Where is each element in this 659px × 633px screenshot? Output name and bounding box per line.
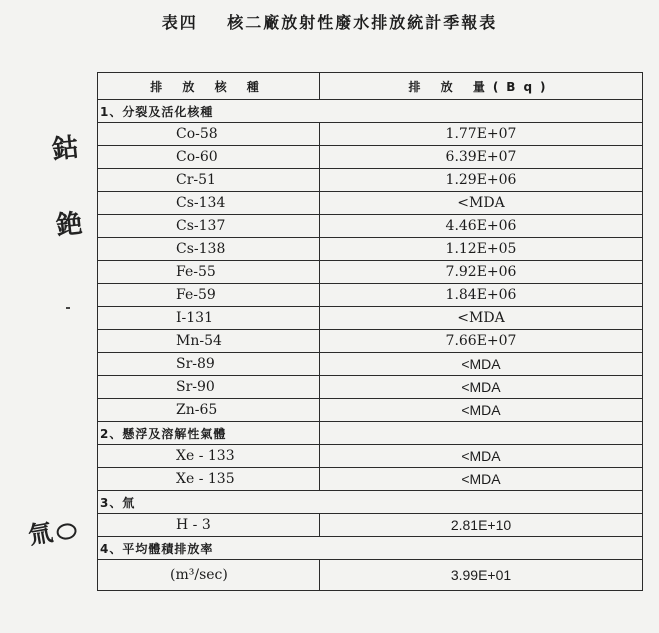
table-row <box>98 560 643 591</box>
discharge-table <box>97 72 643 591</box>
nuclide-cell: Cs-134 <box>98 192 320 215</box>
amount-cell: 1.12E+05 <box>320 238 643 261</box>
amount-cell: <MDA <box>320 307 643 330</box>
section-label: 4、平均體積排放率 <box>98 537 643 560</box>
amount-cell: 6.39E+07 <box>320 146 643 169</box>
amount-cell: <MDA <box>320 353 643 376</box>
nuclide-cell: Cs-137 <box>98 215 320 238</box>
header-row <box>98 73 643 100</box>
nuclide-cell: (m³/sec) <box>98 560 320 591</box>
amount-cell: <MDA <box>320 192 643 215</box>
amount-cell: 3.99E+01 <box>320 560 643 591</box>
table-row <box>98 330 643 353</box>
nuclide-cell: Mn-54 <box>98 330 320 353</box>
table-row <box>98 146 643 169</box>
table-row <box>98 123 643 146</box>
amount-cell: <MDA <box>320 468 643 491</box>
section-row <box>98 422 643 445</box>
nuclide-cell: Co-60 <box>98 146 320 169</box>
nuclide-cell: Sr-89 <box>98 353 320 376</box>
amount-cell: 7.92E+06 <box>320 261 643 284</box>
nuclide-cell: Fe-59 <box>98 284 320 307</box>
amount-cell: <MDA <box>320 399 643 422</box>
amount-cell: 4.46E+06 <box>320 215 643 238</box>
table-row <box>98 353 643 376</box>
handwritten-tritium-char: 氚 <box>26 517 55 550</box>
header-amount: 排 放 量(Bq) <box>320 73 643 100</box>
nuclide-cell: Zn-65 <box>98 399 320 422</box>
nuclide-cell: Xe - 135 <box>98 468 320 491</box>
amount-cell: 2.81E+10 <box>320 514 643 537</box>
header-nuclide: 排 放 核 種 <box>98 73 320 100</box>
amount-cell: 1.29E+06 <box>320 169 643 192</box>
document-title <box>0 10 659 33</box>
section-label: 1、分裂及活化核種 <box>98 100 643 123</box>
nuclide-cell: Xe - 133 <box>98 445 320 468</box>
section-row <box>98 537 643 560</box>
table-caption: 核二廠放射性廢水排放統計季報表 <box>227 13 498 32</box>
table-row <box>98 192 643 215</box>
amount-cell: <MDA <box>320 445 643 468</box>
nuclide-cell: Sr-90 <box>98 376 320 399</box>
table-row <box>98 215 643 238</box>
amount-cell: 1.77E+07 <box>320 123 643 146</box>
handwritten-cesium: 銫 <box>54 208 84 242</box>
table-row <box>98 468 643 491</box>
handwritten-tritium <box>25 508 78 551</box>
table-row <box>98 514 643 537</box>
handwritten-cobalt: 鈷 <box>50 132 80 166</box>
nuclide-cell: H - 3 <box>98 514 320 537</box>
nuclide-cell: I-131 <box>98 307 320 330</box>
table-row <box>98 284 643 307</box>
table-row <box>98 307 643 330</box>
amount-cell: 7.66E+07 <box>320 330 643 353</box>
section-row <box>98 491 643 514</box>
section-label: 3、氚 <box>98 491 643 514</box>
amount-cell: 1.84E+06 <box>320 284 643 307</box>
table-row <box>98 399 643 422</box>
table-number: 表四 <box>161 13 198 32</box>
nuclide-cell: Cs-138 <box>98 238 320 261</box>
section-row <box>98 100 643 123</box>
section-label: 2、懸浮及溶解性氣體 <box>98 422 320 445</box>
table-row <box>98 261 643 284</box>
table-row <box>98 445 643 468</box>
amount-cell: <MDA <box>320 376 643 399</box>
stray-mark <box>66 307 70 309</box>
nuclide-cell: Cr-51 <box>98 169 320 192</box>
table-row <box>98 169 643 192</box>
nuclide-cell: Co-58 <box>98 123 320 146</box>
nuclide-cell: Fe-55 <box>98 261 320 284</box>
empty-cell <box>320 422 643 445</box>
table-row <box>98 376 643 399</box>
table-row <box>98 238 643 261</box>
handwritten-circle-mark <box>55 521 77 540</box>
